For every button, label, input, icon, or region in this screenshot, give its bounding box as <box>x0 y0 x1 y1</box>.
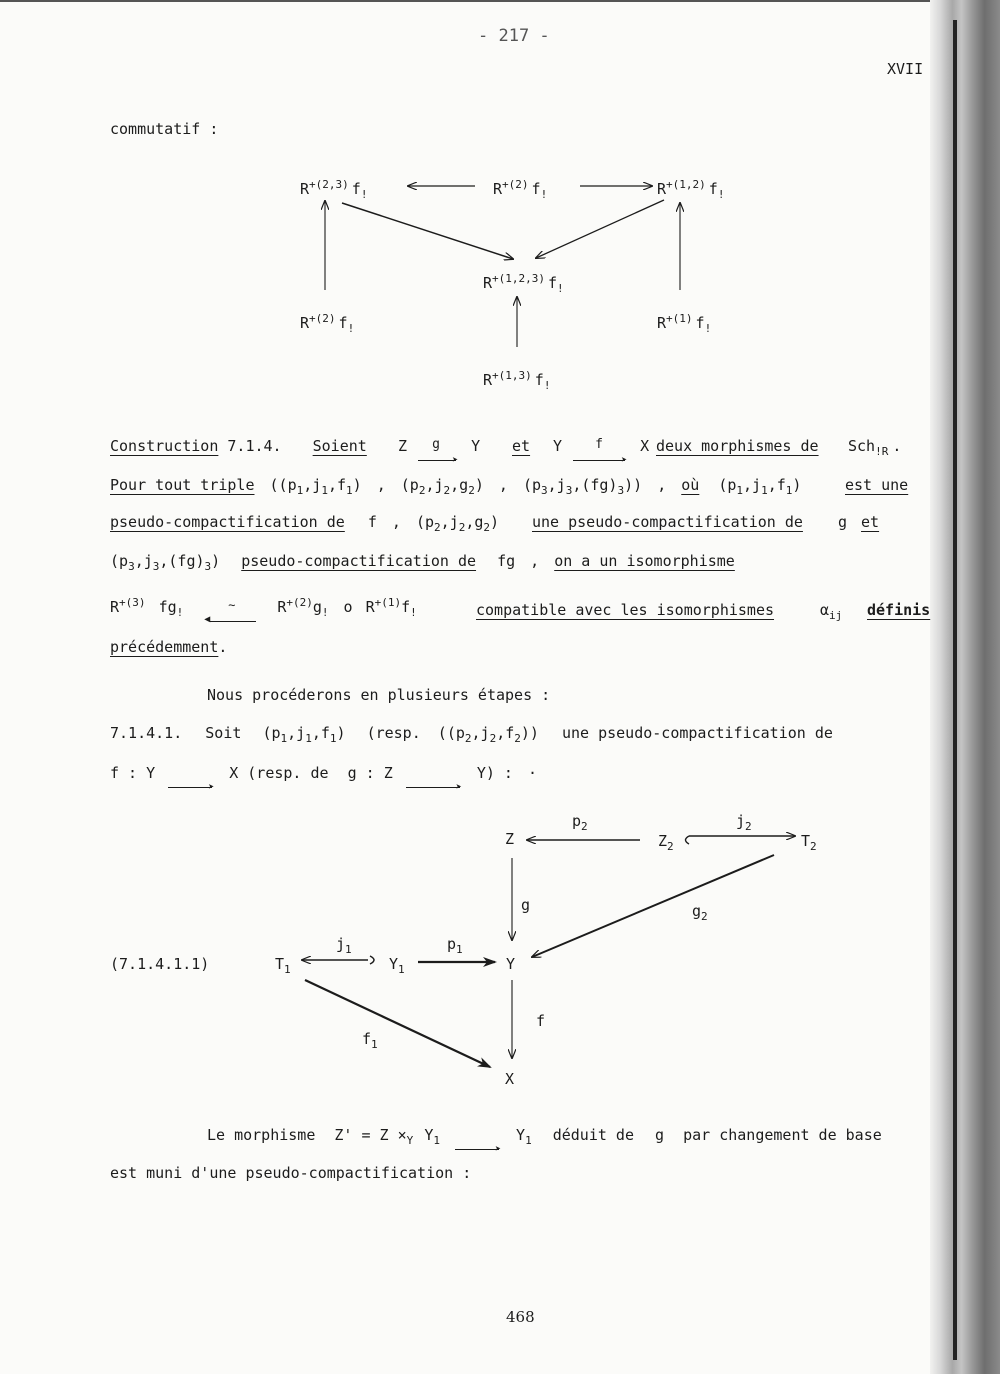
label-f1: $f_1$ <box>362 1030 378 1051</box>
label-g2: $g_2$ <box>692 902 708 923</box>
node-z2: $Z_2$ <box>658 832 674 853</box>
construction-line-5-iso: $R^{+(3)}$ $fg_!$ ∼ ◀ $R^{+(2)}g_!$ o $R^{+(1)}f_!$ <box>110 596 417 625</box>
closing-line-2: est muni d'une pseudo-compactification : <box>110 1164 472 1182</box>
node-z: Z <box>505 830 515 848</box>
header-page-number: - 217 - <box>478 26 550 46</box>
construction-est-une: est une <box>845 476 909 494</box>
label-p1: $p_1$ <box>447 935 463 956</box>
node-r12: $R^{+(1,2)}$ $f_!$ <box>657 178 725 201</box>
node-y: Y <box>506 955 516 973</box>
hook-y1-to-t1 <box>370 956 374 964</box>
construction-morphism-f: Y f ➤ X <box>553 437 650 466</box>
node-r123: $R^{+(1,2,3)}$ $f_!$ <box>483 272 564 295</box>
chapter-label: XVII <box>887 60 924 78</box>
node-r13: $R^{+(1,3)}$ $f_!$ <box>483 369 551 392</box>
label-f: f <box>536 1012 546 1030</box>
closing-line-1: Le morphisme $Z' = Z \times_Y$ $Y_1$ ➤ $Y_1$ déduit de g par changement de base <box>207 1126 882 1155</box>
arrow-r12-to-r123 <box>536 200 664 258</box>
arrow-t1-to-x <box>305 980 490 1067</box>
node-r23: $R^{+(2,3)}$ $f_!$ <box>300 178 368 201</box>
label-g: g <box>521 896 531 914</box>
bottom-commutative-diagram <box>0 780 930 1100</box>
node-x: X <box>505 1070 515 1088</box>
binding-shadow <box>930 0 1000 1374</box>
construction-line-2: Pour tout triple ($(p_1,j_1,f_1)$ , $(p_2,j_2,g_2)$ , $(p_3,j_3,(fg)_3)$) , où $(p_1,j_1,f_1)$ <box>110 476 802 497</box>
construction-line-4: $(p_3,j_3,(fg)_3)$ pseudo-compactification de fg , on a un isomorphisme <box>110 552 735 573</box>
arrow-r23-to-r123 <box>342 203 513 259</box>
construction-g-et: g et <box>838 513 880 531</box>
binding-spine <box>953 20 957 1360</box>
construction-line-3: pseudo-compactification de f , $(p_2,j_2,g_2)$ <box>110 513 500 534</box>
label-j2: $j_2$ <box>736 812 752 833</box>
top-commutative-diagram <box>0 0 930 410</box>
construction-heading: Construction <box>110 437 219 455</box>
label-j1: $j_1$ <box>336 935 352 956</box>
nous-procederons: Nous procéderons en plusieurs étapes : <box>207 686 551 704</box>
construction-line-6: précédemment. <box>110 638 228 656</box>
diagram-label: (7.1.4.1.1) <box>110 955 210 973</box>
construction-compatible: compatible avec les isomorphismes <box>476 601 775 619</box>
node-t1: $T_1$ <box>275 955 291 976</box>
footer-page-number: 468 <box>506 1308 535 1326</box>
construction-alpha-ij: $\alpha_{ij}$ <box>820 601 843 622</box>
construction-line-1: Construction 7.1.4. Soient <box>110 437 367 455</box>
node-y1: $Y_1$ <box>389 955 405 976</box>
hook-z2-to-t2 <box>686 836 690 844</box>
node-r2-bottom: $R^{+(2)}$ $f_!$ <box>300 312 355 335</box>
node-r2: $R^{+(2)}$ $f_!$ <box>493 178 548 201</box>
f-y-x-line: f : Y ➤ X (resp. de g : Z ➤ Y) : · <box>110 764 537 793</box>
construction-et: et <box>512 437 531 455</box>
construction-deux-morphismes: deux morphismes de <box>656 437 819 455</box>
arrow-t2-to-y <box>532 855 774 957</box>
intro-word: commutatif : <box>110 120 219 138</box>
node-r1: $R^{+(1)}$ $f_!$ <box>657 312 712 335</box>
label-p2: $p_2$ <box>572 812 588 833</box>
node-t2: $T_2$ <box>801 832 817 853</box>
construction-definis: définis <box>867 601 931 619</box>
construction-sch: Sch$_{!R}$ . <box>848 437 902 458</box>
step-7-1-4-1: 7.1.4.1. Soit $(p_1,j_1,f_1)$ (resp. $((p_2,j_2,f_2))$ une pseudo-compactification de <box>110 724 833 745</box>
construction-morphism-g: Z g ➤ Y <box>398 437 481 466</box>
construction-une-pseudo: une pseudo-compactification de <box>532 513 803 531</box>
